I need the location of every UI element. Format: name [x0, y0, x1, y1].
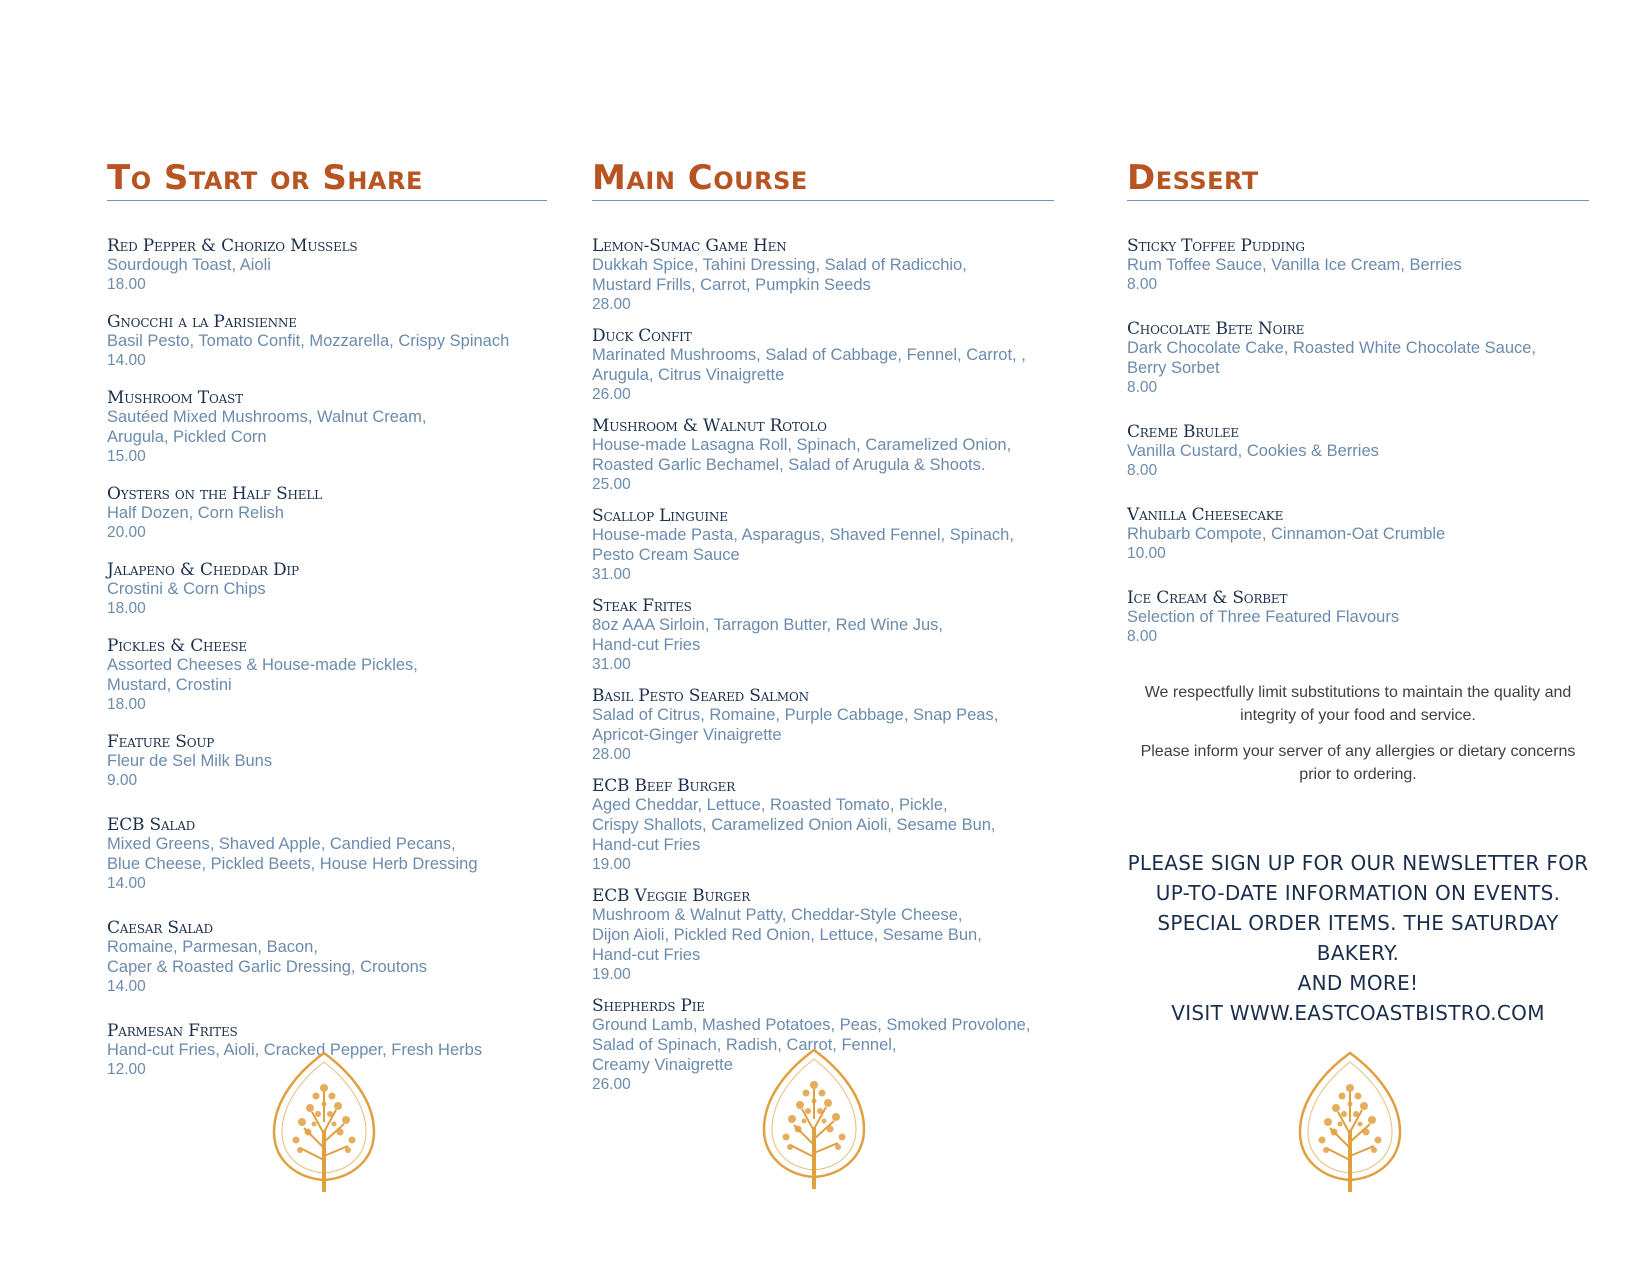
- policy-notes: [1127, 681, 1589, 799]
- item-price: 18.00: [107, 696, 146, 713]
- item-price: 26.00: [592, 386, 631, 403]
- item-price: 25.00: [592, 476, 631, 493]
- item-price: 18.00: [107, 600, 146, 617]
- item-description: Rum Toffee Sauce, Vanilla Ice Cream, Berries: [1127, 256, 1462, 274]
- item-price: 14.00: [107, 352, 146, 369]
- item-description: Sautéed Mixed Mushrooms, Walnut Cream, Arugula, Pickled Corn: [107, 408, 427, 446]
- item-description: Ground Lamb, Mashed Potatoes, Peas, Smoked Provolone, Salad of Spinach, Radish, Carrot, Fennel, Creamy Vinaigrette: [592, 1016, 1031, 1074]
- section-title: Main Course: [592, 158, 1054, 201]
- newsletter-line: AND MORE!: [1297, 971, 1419, 995]
- menu-item: [107, 920, 547, 997]
- item-price: 8.00: [1127, 379, 1158, 396]
- item-description: Mushroom & Walnut Patty, Cheddar-Style Cheese, Dijon Aioli, Pickled Red Onion, Lettuce, Sesame Bun, Hand-cut Fries: [592, 906, 982, 964]
- item-description: Half Dozen, Corn Relish: [107, 504, 284, 522]
- newsletter-callout: [1127, 848, 1589, 1028]
- menu-item: [592, 598, 1054, 675]
- item-price: 15.00: [107, 448, 146, 465]
- item-description: Basil Pesto, Tomato Confit, Mozzarella, Crispy Spinach: [107, 332, 510, 350]
- menu-item: [107, 817, 547, 894]
- menu-item: [592, 328, 1054, 405]
- tree-logo-icon: [760, 1047, 868, 1192]
- item-description: Hand-cut Fries, Aioli, Cracked Pepper, Fresh Herbs: [107, 1041, 483, 1059]
- item-price: 14.00: [107, 978, 146, 995]
- allergies-note: Please inform your server of any allergies or dietary concerns prior to ordering.: [1140, 743, 1576, 783]
- item-name: Feature Soup: [107, 732, 215, 752]
- item-price: 18.00: [107, 276, 146, 293]
- item-price: 20.00: [107, 524, 146, 541]
- item-price: 8.00: [1127, 276, 1158, 293]
- item-name: Lemon-Sumac Game Hen: [592, 236, 787, 256]
- section-title: To Start or Share: [107, 158, 547, 201]
- item-price: 14.00: [107, 875, 146, 892]
- item-name: ECB Beef Burger: [592, 776, 736, 796]
- menu-item: [107, 638, 547, 715]
- substitutions-note: We respectfully limit substitutions to maintain the quality and integrity of your food and service.: [1144, 684, 1572, 724]
- item-description: Dukkah Spice, Tahini Dressing, Salad of Radicchio, Mustard Frills, Carrot, Pumpkin Seeds: [592, 256, 967, 294]
- item-description: Salad of Citrus, Romaine, Purple Cabbage, Snap Peas, Apricot-Ginger Vinaigrette: [592, 706, 999, 744]
- section-title: Dessert: [1127, 158, 1589, 201]
- item-price: 28.00: [592, 296, 631, 313]
- menu-item: [1127, 321, 1589, 398]
- menu-item: [107, 314, 547, 371]
- item-description: Assorted Cheeses & House-made Pickles, Mustard, Crostini: [107, 656, 418, 694]
- item-price: 8.00: [1127, 462, 1158, 479]
- menu-item: [592, 688, 1054, 765]
- item-description: Fleur de Sel Milk Buns: [107, 752, 273, 770]
- item-description: Sourdough Toast, Aioli: [107, 256, 271, 274]
- menu-list: [107, 238, 547, 1099]
- newsletter-line: PLEASE SIGN UP FOR OUR NEWSLETTER FOR: [1127, 851, 1589, 875]
- item-name: Chocolate Bete Noire: [1127, 319, 1305, 339]
- item-name: Oysters on the Half Shell: [107, 484, 322, 504]
- newsletter-line: UP-TO-DATE INFORMATION ON EVENTS.: [1155, 881, 1561, 905]
- menu-item: [107, 486, 547, 543]
- menu-item: [1127, 424, 1589, 481]
- item-price: 10.00: [1127, 545, 1166, 562]
- item-description: Selection of Three Featured Flavours: [1127, 608, 1400, 626]
- menu-item: [592, 778, 1054, 875]
- item-name: Jalapeno & Cheddar Dip: [107, 560, 299, 580]
- menu-item: [107, 562, 547, 619]
- menu-item: [107, 734, 547, 791]
- item-name: Parmesan Frites: [107, 1021, 238, 1041]
- website-link[interactable]: VISIT WWW.EASTCOASTBISTRO.COM: [1171, 1001, 1545, 1025]
- item-name: Caesar Salad: [107, 918, 213, 938]
- item-price: 26.00: [592, 1076, 631, 1093]
- item-description: Romaine, Parmesan, Bacon, Caper & Roasted Garlic Dressing, Croutons: [107, 938, 428, 976]
- item-price: 28.00: [592, 746, 631, 763]
- item-price: 8.00: [1127, 628, 1158, 645]
- item-description: Crostini & Corn Chips: [107, 580, 266, 598]
- menu-list: [1127, 238, 1589, 673]
- menu-item: [592, 238, 1054, 315]
- item-name: Mushroom & Walnut Rotolo: [592, 416, 827, 436]
- item-price: 19.00: [592, 856, 631, 873]
- menu-item: [592, 508, 1054, 585]
- menu-item: [592, 888, 1054, 985]
- menu-item: [1127, 590, 1589, 647]
- item-name: Mushroom Toast: [107, 388, 243, 408]
- newsletter-line: SPECIAL ORDER ITEMS. THE SATURDAY BAKERY.: [1157, 911, 1559, 965]
- item-name: ECB Veggie Burger: [592, 886, 751, 906]
- item-description: Vanilla Custard, Cookies & Berries: [1127, 442, 1379, 460]
- menu-item: [592, 418, 1054, 495]
- menu-list: [592, 238, 1054, 1108]
- item-name: Creme Brulee: [1127, 422, 1239, 442]
- item-name: Shepherds Pie: [592, 996, 705, 1016]
- item-description: Mixed Greens, Shaved Apple, Candied Pecans, Blue Cheese, Pickled Beets, House Herb Dressing: [107, 835, 478, 873]
- item-name: ECB Salad: [107, 815, 196, 835]
- menu-item: [107, 390, 547, 467]
- item-description: Dark Chocolate Cake, Roasted White Chocolate Sauce, Berry Sorbet: [1127, 339, 1537, 377]
- item-description: 8oz AAA Sirloin, Tarragon Butter, Red Wine Jus, Hand-cut Fries: [592, 616, 943, 654]
- item-description: House-made Lasagna Roll, Spinach, Caramelized Onion, Roasted Garlic Bechamel, Salad of Arugula & Shoots.: [592, 436, 1012, 474]
- item-description: Aged Cheddar, Lettuce, Roasted Tomato, Pickle, Crispy Shallots, Caramelized Onion Aioli, Sesame Bun, Hand-cut Fries: [592, 796, 996, 854]
- item-description: Rhubarb Compote, Cinnamon-Oat Crumble: [1127, 525, 1446, 543]
- item-name: Scallop Linguine: [592, 506, 728, 526]
- item-name: Basil Pesto Seared Salmon: [592, 686, 809, 706]
- item-name: Vanilla Cheesecake: [1127, 505, 1284, 525]
- tree-logo-icon: [270, 1050, 378, 1195]
- item-name: Red Pepper & Chorizo Mussels: [107, 236, 358, 256]
- item-name: Duck Confit: [592, 326, 692, 346]
- menu-item: [107, 238, 547, 295]
- item-description: Marinated Mushrooms, Salad of Cabbage, Fennel, Carrot, , Arugula, Citrus Vinaigrette: [592, 346, 1026, 384]
- item-name: Gnocchi a la Parisienne: [107, 312, 297, 332]
- item-price: 12.00: [107, 1061, 146, 1078]
- item-price: 31.00: [592, 656, 631, 673]
- item-name: Steak Frites: [592, 596, 692, 616]
- item-price: 31.00: [592, 566, 631, 583]
- item-price: 9.00: [107, 772, 138, 789]
- item-name: Ice Cream & Sorbet: [1127, 588, 1288, 608]
- item-price: 19.00: [592, 966, 631, 983]
- menu-item: [1127, 507, 1589, 564]
- tree-logo-icon: [1296, 1050, 1404, 1195]
- item-name: Sticky Toffee Pudding: [1127, 236, 1305, 256]
- item-name: Pickles & Cheese: [107, 636, 247, 656]
- item-description: House-made Pasta, Asparagus, Shaved Fennel, Spinach, Pesto Cream Sauce: [592, 526, 1014, 564]
- menu-item: [1127, 238, 1589, 295]
